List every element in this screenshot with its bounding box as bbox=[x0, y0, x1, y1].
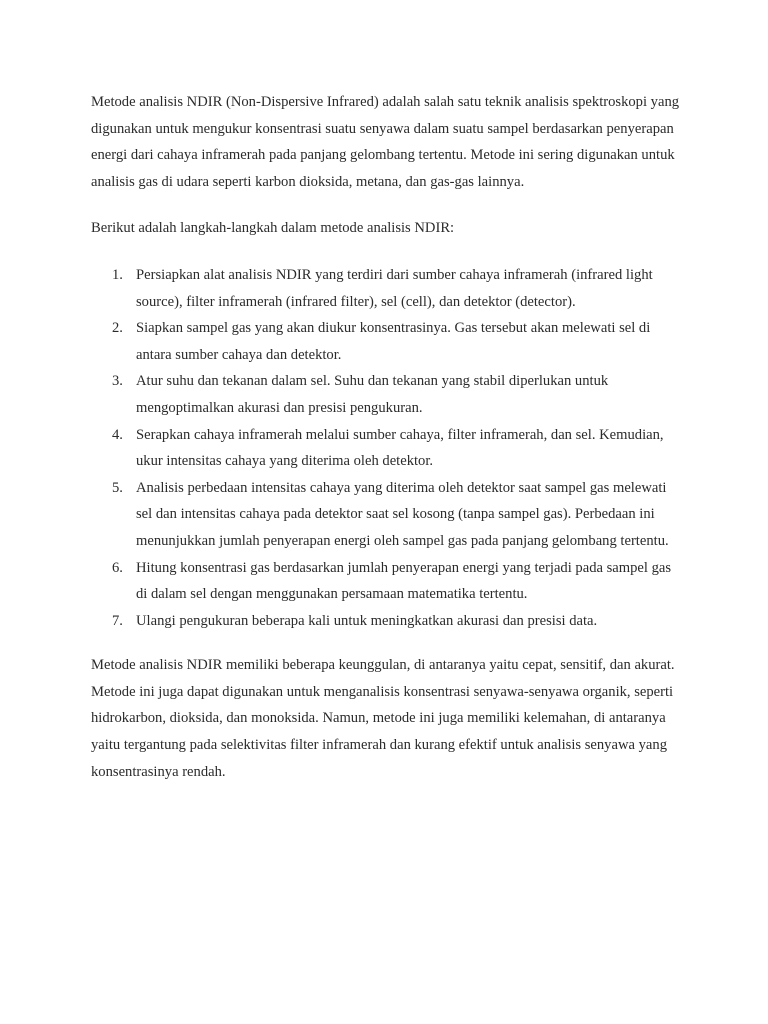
list-item-number: 1. bbox=[112, 266, 123, 283]
list-item bbox=[91, 315, 681, 368]
list-item-number: 4. bbox=[112, 426, 123, 443]
list-item bbox=[91, 475, 681, 555]
list-item-text: Siapkan sampel gas yang akan diukur konsentrasinya. Gas tersebut akan melewati sel di antara sumber cahaya dan detektor. bbox=[136, 320, 651, 363]
list-item-text: Atur suhu dan tekanan dalam sel. Suhu dan tekanan yang stabil diperlukan untuk mengoptimalkan akurasi dan presisi pengukuran. bbox=[136, 373, 609, 416]
conclusion-paragraph: Metode analisis NDIR memiliki beberapa keunggulan, di antaranya yaitu cepat, sensitif, dan akurat. Metode ini juga dapat digunakan untuk menganalisis konsentrasi senyawa-senyawa organik, seperti hidrokarbon, dioksida, dan monoksida. Namun, metode ini juga memiliki kelemahan, di antaranya yaitu tergantung pada selektivitas filter inframerah dan kurang efektif untuk analisis senyawa yang konsentrasinya rendah. bbox=[91, 657, 675, 780]
list-item-text: Persiapkan alat analisis NDIR yang terdiri dari sumber cahaya inframerah (infrared light source), filter inframerah (infrared filter), sel (cell), dan detektor (detector). bbox=[136, 266, 653, 310]
list-item-number: 7. bbox=[112, 612, 123, 629]
steps-intro-paragraph: Berikut adalah langkah-langkah dalam metode analisis NDIR: bbox=[91, 220, 455, 237]
list-item bbox=[91, 368, 681, 421]
steps-list bbox=[91, 262, 681, 634]
list-item-text: Analisis perbedaan intensitas cahaya yang diterima oleh detektor saat sampel gas melewati sel dan intensitas cahaya pada detektor saat sel kosong (tanpa sampel gas). Perbedaan ini menunjukkan jumlah penyerapan energi oleh sampel gas pada panjang gelombang tertentu. bbox=[136, 479, 669, 549]
list-item bbox=[91, 422, 681, 475]
document-page bbox=[91, 89, 681, 785]
intro-paragraph: Metode analisis NDIR (Non-Dispersive Infrared) adalah salah satu teknik analisis spektroskopi yang digunakan untuk mengukur konsentrasi suatu senyawa dalam suatu sampel berdasarkan penyerapan energi dari cahaya inframerah pada panjang gelombang tertentu. Metode ini sering digunakan untuk analisis gas di udara seperti karbon dioksida, metana, dan gas-gas lainnya. bbox=[91, 94, 680, 190]
list-item-number: 5. bbox=[112, 479, 123, 496]
list-item-text: Serapkan cahaya inframerah melalui sumber cahaya, filter inframerah, dan sel. Kemudian, ukur intensitas cahaya yang diterima oleh detektor. bbox=[136, 426, 664, 470]
list-item-number: 6. bbox=[112, 559, 123, 576]
list-item-number: 3. bbox=[112, 373, 123, 390]
list-item bbox=[91, 555, 681, 608]
list-item bbox=[91, 608, 681, 635]
list-item-text: Hitung konsentrasi gas berdasarkan jumlah penyerapan energi yang terjadi pada sampel gas di dalam sel dengan menggunakan persamaan matematika tertentu. bbox=[136, 559, 672, 603]
list-item-number: 2. bbox=[112, 320, 123, 337]
list-item bbox=[91, 262, 681, 315]
list-item-text: Ulangi pengukuran beberapa kali untuk meningkatkan akurasi dan presisi data. bbox=[136, 612, 598, 629]
